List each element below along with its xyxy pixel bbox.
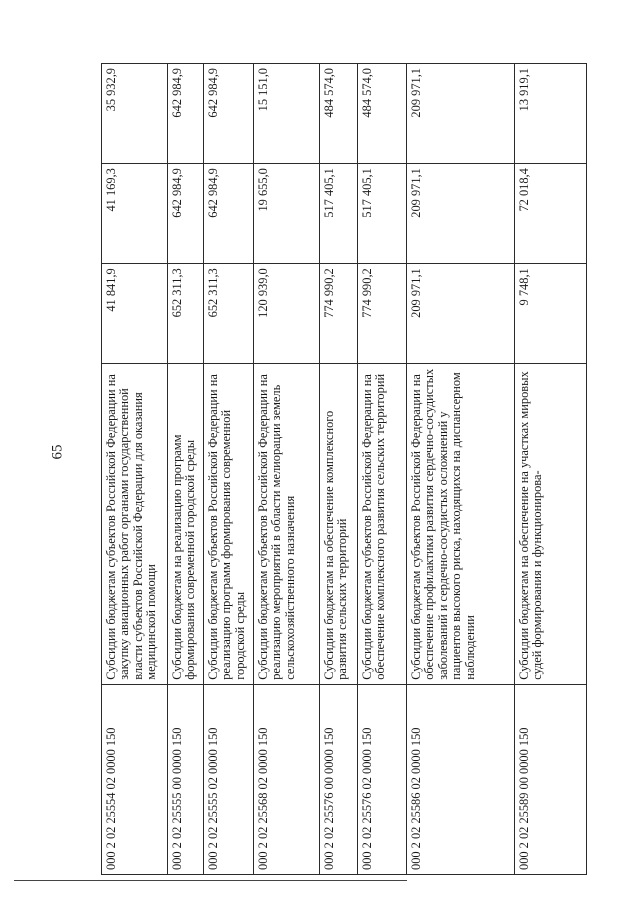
- table-row: [254, 64, 320, 875]
- table-row: [515, 64, 587, 875]
- income-name: Субсидии бюджетам на обеспечение на участках мировых судей формирования и функционирова-: [515, 364, 587, 684]
- value-cell: 484 574,0: [358, 64, 407, 164]
- value-cell: 72 018,4: [515, 164, 587, 264]
- value-cell: 652 311,3: [204, 264, 254, 364]
- budget-code: 000 2 02 25586 02 0000 150: [407, 684, 515, 874]
- value-cell: 209 971,1: [407, 264, 515, 364]
- budget-code: 000 2 02 25555 00 0000 150: [168, 684, 204, 874]
- income-name: Субсидии бюджетам субъектов Российской Федерации на закупку авиационных работ органами государственной власти субъектов Российской Федерации для оказания медицинской помощи: [102, 364, 168, 684]
- budget-table: [101, 63, 586, 875]
- table-row: [407, 64, 515, 875]
- income-name: Субсидии бюджетам на реализацию программ формирования современной городской среды: [168, 364, 204, 684]
- income-name: Субсидии бюджетам субъектов Российской Федерации на реализацию программ формирования современной городской среды: [204, 364, 254, 684]
- table-row: [204, 64, 254, 875]
- value-cell: 120 939,0: [254, 264, 320, 364]
- table-row: [102, 64, 168, 875]
- budget-code: 000 2 02 25568 02 0000 150: [254, 684, 320, 874]
- value-cell: 774 990,2: [320, 264, 358, 364]
- value-cell: 642 984,9: [168, 164, 204, 264]
- budget-code: 000 2 02 25555 02 0000 150: [204, 684, 254, 874]
- value-cell: 774 990,2: [358, 264, 407, 364]
- value-cell: 41 169,3: [102, 164, 168, 264]
- budget-code: 000 2 02 25554 02 0000 150: [102, 684, 168, 874]
- page-number: 65: [49, 444, 66, 460]
- value-cell: 9 748,1: [515, 264, 587, 364]
- value-cell: 35 932,9: [102, 64, 168, 164]
- value-cell: 19 655,0: [254, 164, 320, 264]
- value-cell: 41 841,9: [102, 264, 168, 364]
- income-name: Субсидии бюджетам субъектов Российской Федерации на реализацию мероприятий в области мелиорации земель сельскохозяйственного назначения: [254, 364, 320, 684]
- value-cell: 517 405,1: [358, 164, 407, 264]
- income-name: Субсидии бюджетам на обеспечение комплексного развития сельских территорий: [320, 364, 358, 684]
- value-cell: 209 971,1: [407, 64, 515, 164]
- budget-code: 000 2 02 25589 00 0000 150: [515, 684, 587, 874]
- value-cell: 517 405,1: [320, 164, 358, 264]
- budget-code: 000 2 02 25576 02 0000 150: [358, 684, 407, 874]
- value-cell: 13 919,1: [515, 64, 587, 164]
- value-cell: 484 574,0: [320, 64, 358, 164]
- income-name: Субсидии бюджетам субъектов Российской Федерации на обеспечение комплексного развития сельских территорий: [358, 364, 407, 684]
- value-cell: 642 984,9: [204, 64, 254, 164]
- table-row: [320, 64, 358, 875]
- value-cell: 652 311,3: [168, 264, 204, 364]
- value-cell: 209 971,1: [407, 164, 515, 264]
- value-cell: 642 984,9: [168, 64, 204, 164]
- value-cell: 642 984,9: [204, 164, 254, 264]
- table-row: [358, 64, 407, 875]
- income-name: Субсидии бюджетам субъектов Российской Федерации на обеспечение профилактики развития сердечно-сосудистых заболеваний и сердечно-сосудистых осложнений у пациентов высокого риска, находящихся на диспансерном наблюдении: [407, 364, 515, 684]
- value-cell: 15 151,0: [254, 64, 320, 164]
- table-row: [168, 64, 204, 875]
- budget-code: 000 2 02 25576 00 0000 150: [320, 684, 358, 874]
- footer-rule: [14, 880, 407, 881]
